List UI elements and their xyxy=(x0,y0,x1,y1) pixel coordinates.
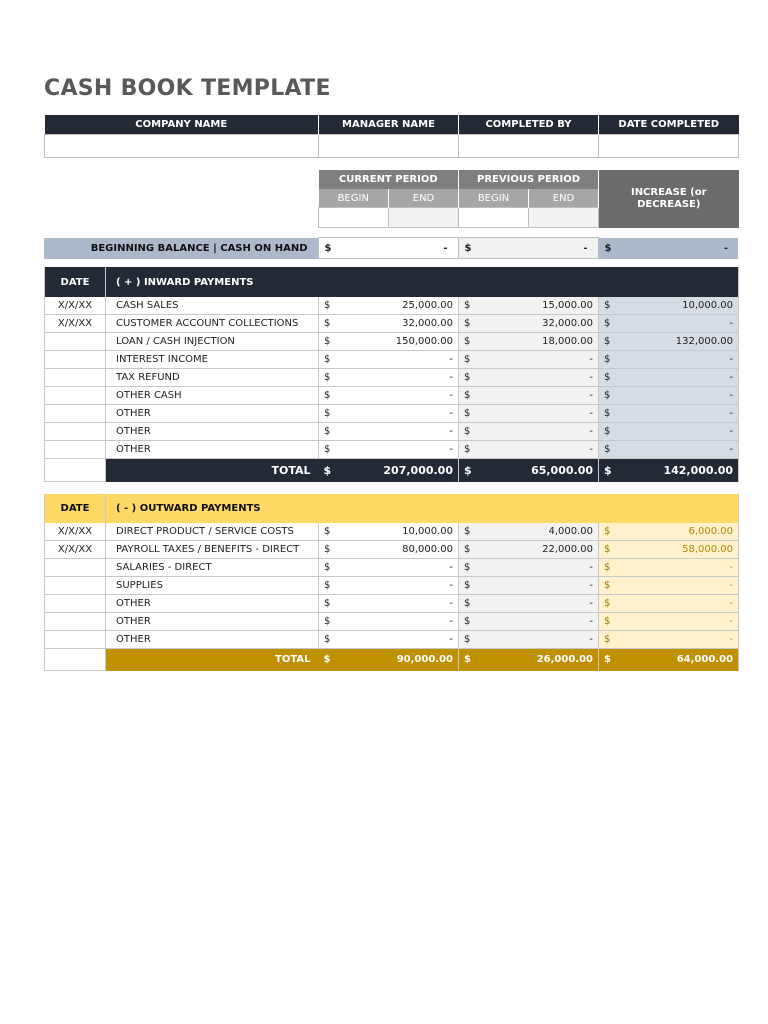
completed-by-header: COMPLETED BY xyxy=(459,115,599,135)
amount-value: - xyxy=(449,634,453,645)
current-period-cell[interactable] xyxy=(319,523,459,541)
amount-value: 15,000.00 xyxy=(542,300,593,311)
date-completed-header: DATE COMPLETED xyxy=(599,115,739,135)
description-cell[interactable]: SALARIES - DIRECT xyxy=(106,559,319,577)
amount-value: - xyxy=(449,372,453,383)
currency-symbol: $ xyxy=(604,300,611,311)
previous-end-cell[interactable] xyxy=(529,208,599,228)
description-cell[interactable]: OTHER xyxy=(106,423,319,441)
currency-symbol: $ xyxy=(464,354,471,365)
previous-period-cell[interactable] xyxy=(459,297,599,315)
amount-value: - xyxy=(449,616,453,627)
company-name-header: COMPANY NAME xyxy=(45,115,319,135)
currency-symbol: $ xyxy=(324,580,331,591)
amount-value: - xyxy=(589,408,593,419)
date-cell[interactable] xyxy=(45,333,106,351)
current-period-cell[interactable] xyxy=(319,441,459,459)
current-period-cell[interactable] xyxy=(319,541,459,559)
amount-value: - xyxy=(729,426,734,437)
currency-symbol: $ xyxy=(604,526,611,537)
amount-value: - xyxy=(589,354,593,365)
currency-symbol: $ xyxy=(464,390,471,401)
currency-symbol: $ xyxy=(324,526,331,537)
date-cell[interactable] xyxy=(45,387,106,405)
currency-symbol: $ xyxy=(464,526,471,537)
increase-cell[interactable] xyxy=(599,423,739,441)
inward-payments-table xyxy=(44,267,739,482)
previous-period-cell[interactable] xyxy=(459,351,599,369)
current-period-cell[interactable] xyxy=(319,387,459,405)
currency-symbol: $ xyxy=(604,463,612,477)
currency-symbol: $ xyxy=(324,372,331,383)
previous-period-cell[interactable] xyxy=(459,423,599,441)
current-period-cell[interactable] xyxy=(319,405,459,423)
page-title: CASH BOOK TEMPLATE xyxy=(44,76,331,101)
previous-period-cell[interactable] xyxy=(459,523,599,541)
currency-symbol: $ xyxy=(604,354,611,365)
increase-cell[interactable] xyxy=(599,441,739,459)
total-row xyxy=(45,459,739,482)
amount-value: 64,000.00 xyxy=(676,654,734,666)
description-cell[interactable]: OTHER CASH xyxy=(106,387,319,405)
currency-symbol: $ xyxy=(464,616,471,627)
amount-value: 6,000.00 xyxy=(688,526,734,537)
currency-symbol: $ xyxy=(324,354,331,365)
description-cell[interactable]: OTHER xyxy=(106,631,319,649)
currency-symbol: $ xyxy=(324,300,331,311)
previous-period-cell[interactable] xyxy=(459,387,599,405)
description-cell[interactable]: SUPPLIES xyxy=(106,577,319,595)
currency-symbol: $ xyxy=(464,463,472,477)
date-cell[interactable] xyxy=(45,351,106,369)
currency-symbol: $ xyxy=(604,634,611,645)
amount-value: 25,000.00 xyxy=(402,300,453,311)
date-cell[interactable] xyxy=(45,423,106,441)
amount-value: - xyxy=(589,390,593,401)
beginning-balance-previous[interactable] xyxy=(458,238,598,259)
increase-cell[interactable] xyxy=(599,541,739,559)
previous-begin-cell[interactable] xyxy=(459,208,529,228)
amount-value: 207,000.00 xyxy=(383,463,453,477)
amount-value: - xyxy=(729,616,734,627)
beginning-balance-increase xyxy=(598,238,738,259)
total-increase[interactable] xyxy=(599,649,739,671)
table-row xyxy=(45,595,739,613)
date-cell[interactable] xyxy=(45,559,106,577)
balance-value: - xyxy=(723,242,728,254)
total-label: TOTAL xyxy=(106,459,319,482)
increase-cell[interactable] xyxy=(599,297,739,315)
total-label: TOTAL xyxy=(106,649,319,671)
date-cell[interactable]: X/X/XX xyxy=(45,297,106,315)
amount-value: - xyxy=(729,598,734,609)
amount-value: - xyxy=(449,598,453,609)
amount-value: - xyxy=(729,354,734,365)
amount-value: - xyxy=(589,616,593,627)
current-period-cell[interactable] xyxy=(319,297,459,315)
description-cell[interactable]: TAX REFUND xyxy=(106,369,319,387)
amount-value: 10,000.00 xyxy=(402,526,453,537)
increase-cell[interactable] xyxy=(599,523,739,541)
amount-value: - xyxy=(729,580,734,591)
currency-symbol: $ xyxy=(604,336,611,347)
increase-header: INCREASE (or DECREASE) xyxy=(599,170,739,228)
table-row xyxy=(45,559,739,577)
amount-value: 132,000.00 xyxy=(675,336,734,347)
increase-cell[interactable] xyxy=(599,387,739,405)
currency-symbol: $ xyxy=(464,426,471,437)
amount-value: - xyxy=(449,408,453,419)
currency-symbol: $ xyxy=(324,336,331,347)
previous-begin-label: BEGIN xyxy=(459,189,529,208)
amount-value: 90,000.00 xyxy=(396,654,453,666)
previous-end-label: END xyxy=(529,189,599,208)
currency-symbol: $ xyxy=(464,654,471,666)
current-period-cell[interactable] xyxy=(319,333,459,351)
current-period-cell[interactable] xyxy=(319,559,459,577)
table-row xyxy=(45,523,739,541)
current-end-label: END xyxy=(389,189,459,208)
balance-value: - xyxy=(583,242,588,254)
previous-period-cell[interactable] xyxy=(459,333,599,351)
date-completed-cell[interactable] xyxy=(599,135,739,158)
currency-symbol: $ xyxy=(324,444,331,455)
amount-value: - xyxy=(449,562,453,573)
balance-value: - xyxy=(443,242,448,254)
amount-value: 26,000.00 xyxy=(536,654,593,666)
amount-value: - xyxy=(449,390,453,401)
currency-symbol: $ xyxy=(464,318,471,329)
currency-symbol: $ xyxy=(323,463,332,477)
currency-symbol: $ xyxy=(604,544,611,555)
table-row xyxy=(45,441,739,459)
currency-symbol: $ xyxy=(324,598,331,609)
date-cell[interactable] xyxy=(45,577,106,595)
increase-cell[interactable] xyxy=(599,315,739,333)
amount-value: - xyxy=(449,426,453,437)
currency-symbol: $ xyxy=(604,598,611,609)
increase-cell[interactable] xyxy=(599,613,739,631)
currency-symbol: $ xyxy=(464,300,471,311)
beginning-balance-label: BEGINNING BALANCE | CASH ON HAND xyxy=(44,238,318,259)
amount-value: - xyxy=(729,318,734,329)
currency-symbol: $ xyxy=(604,408,611,419)
table-row xyxy=(45,297,739,315)
description-cell[interactable]: OTHER xyxy=(106,613,319,631)
previous-period-cell[interactable] xyxy=(459,441,599,459)
outward-payments-table xyxy=(44,494,739,671)
completed-by-cell[interactable] xyxy=(459,135,599,158)
currency-symbol: $ xyxy=(324,634,331,645)
currency-symbol: $ xyxy=(464,562,471,573)
table-row xyxy=(45,577,739,595)
current-end-cell[interactable] xyxy=(389,208,459,228)
amount-value: - xyxy=(729,390,734,401)
amount-value: 18,000.00 xyxy=(542,336,593,347)
previous-period-cell[interactable] xyxy=(459,541,599,559)
currency-symbol: $ xyxy=(324,544,331,555)
date-cell[interactable] xyxy=(45,369,106,387)
previous-period-cell[interactable] xyxy=(459,405,599,423)
currency-symbol: $ xyxy=(604,580,611,591)
amount-value: - xyxy=(589,426,593,437)
amount-value: - xyxy=(449,444,453,455)
previous-period-cell[interactable] xyxy=(459,631,599,649)
amount-value: - xyxy=(589,444,593,455)
currency-symbol: $ xyxy=(464,544,471,555)
increase-cell[interactable] xyxy=(599,631,739,649)
increase-cell[interactable] xyxy=(599,559,739,577)
beginning-balance-current[interactable] xyxy=(318,238,458,259)
manager-name-header: MANAGER NAME xyxy=(319,115,459,135)
inward-date-header: DATE xyxy=(45,267,106,297)
table-row xyxy=(45,333,739,351)
currency-symbol: $ xyxy=(464,580,471,591)
date-cell[interactable]: X/X/XX xyxy=(45,541,106,559)
table-row xyxy=(45,613,739,631)
table-row xyxy=(45,351,739,369)
amount-value: 80,000.00 xyxy=(402,544,453,555)
previous-period-cell[interactable] xyxy=(459,577,599,595)
table-row xyxy=(45,631,739,649)
description-cell[interactable]: CASH SALES xyxy=(106,297,319,315)
total-current[interactable] xyxy=(319,459,459,482)
currency-symbol: $ xyxy=(324,562,331,573)
amount-value: - xyxy=(589,580,593,591)
current-period-header: CURRENT PERIOD xyxy=(319,170,459,189)
previous-period-cell[interactable] xyxy=(459,315,599,333)
beginning-balance-row xyxy=(44,237,738,259)
amount-value: - xyxy=(449,354,453,365)
amount-value: - xyxy=(589,372,593,383)
currency-symbol: $ xyxy=(604,390,611,401)
amount-value: - xyxy=(729,444,734,455)
amount-value: - xyxy=(729,634,734,645)
previous-period-header: PREVIOUS PERIOD xyxy=(459,170,599,189)
amount-value: - xyxy=(589,598,593,609)
increase-cell[interactable] xyxy=(599,333,739,351)
outward-date-header: DATE xyxy=(45,494,106,523)
date-cell[interactable] xyxy=(45,595,106,613)
description-cell[interactable]: OTHER xyxy=(106,595,319,613)
company-name-cell[interactable] xyxy=(45,135,319,158)
current-period-cell[interactable] xyxy=(319,423,459,441)
amount-value: 142,000.00 xyxy=(663,463,734,477)
total-previous[interactable] xyxy=(459,649,599,671)
currency-symbol: $ xyxy=(464,242,472,254)
currency-symbol: $ xyxy=(464,372,471,383)
currency-symbol: $ xyxy=(464,408,471,419)
currency-symbol: $ xyxy=(324,390,331,401)
table-row xyxy=(45,423,739,441)
header-info-table xyxy=(44,115,739,158)
currency-symbol: $ xyxy=(604,242,612,254)
table-row xyxy=(45,405,739,423)
currency-symbol: $ xyxy=(604,562,611,573)
currency-symbol: $ xyxy=(324,426,331,437)
table-row xyxy=(45,315,739,333)
currency-symbol: $ xyxy=(604,616,611,627)
period-table xyxy=(318,170,739,228)
currency-symbol: $ xyxy=(464,444,471,455)
amount-value: 4,000.00 xyxy=(548,526,593,537)
total-current[interactable] xyxy=(319,649,459,671)
amount-value: - xyxy=(449,580,453,591)
current-period-cell[interactable] xyxy=(319,631,459,649)
amount-value: 58,000.00 xyxy=(682,544,734,555)
currency-symbol: $ xyxy=(324,242,332,254)
currency-symbol: $ xyxy=(323,654,331,666)
currency-symbol: $ xyxy=(324,616,331,627)
table-row xyxy=(45,541,739,559)
amount-value: 22,000.00 xyxy=(542,544,593,555)
description-cell[interactable]: OTHER xyxy=(106,441,319,459)
increase-cell[interactable] xyxy=(599,595,739,613)
current-period-cell[interactable] xyxy=(319,577,459,595)
current-period-cell[interactable] xyxy=(319,351,459,369)
currency-symbol: $ xyxy=(324,318,331,329)
table-row xyxy=(45,369,739,387)
amount-value: 32,000.00 xyxy=(542,318,593,329)
description-cell[interactable]: DIRECT PRODUCT / SERVICE COSTS xyxy=(106,523,319,541)
total-row xyxy=(45,649,739,671)
current-period-cell[interactable] xyxy=(319,369,459,387)
amount-value: 150,000.00 xyxy=(395,336,453,347)
description-cell[interactable]: PAYROLL TAXES / BENEFITS - DIRECT xyxy=(106,541,319,559)
previous-period-cell[interactable] xyxy=(459,369,599,387)
date-cell[interactable] xyxy=(45,441,106,459)
total-previous[interactable] xyxy=(459,459,599,482)
currency-symbol: $ xyxy=(604,654,611,666)
previous-period-cell[interactable] xyxy=(459,559,599,577)
description-cell[interactable]: CUSTOMER ACCOUNT COLLECTIONS xyxy=(106,315,319,333)
table-row xyxy=(45,387,739,405)
amount-value: - xyxy=(589,634,593,645)
increase-cell[interactable] xyxy=(599,351,739,369)
currency-symbol: $ xyxy=(604,426,611,437)
description-cell[interactable]: OTHER xyxy=(106,405,319,423)
date-cell[interactable]: X/X/XX xyxy=(45,523,106,541)
date-cell[interactable]: X/X/XX xyxy=(45,315,106,333)
currency-symbol: $ xyxy=(464,336,471,347)
date-cell[interactable] xyxy=(45,613,106,631)
current-period-cell[interactable] xyxy=(319,315,459,333)
currency-symbol: $ xyxy=(464,634,471,645)
description-cell[interactable]: INTEREST INCOME xyxy=(106,351,319,369)
manager-name-cell[interactable] xyxy=(319,135,459,158)
total-date-cell xyxy=(45,649,106,671)
current-begin-cell[interactable] xyxy=(319,208,389,228)
current-period-cell[interactable] xyxy=(319,595,459,613)
currency-symbol: $ xyxy=(464,598,471,609)
total-date-cell xyxy=(45,459,106,482)
currency-symbol: $ xyxy=(604,318,611,329)
previous-period-cell[interactable] xyxy=(459,595,599,613)
amount-value: - xyxy=(729,562,734,573)
amount-value: 10,000.00 xyxy=(682,300,734,311)
currency-symbol: $ xyxy=(324,408,331,419)
current-begin-label: BEGIN xyxy=(319,189,389,208)
increase-cell[interactable] xyxy=(599,369,739,387)
amount-value: - xyxy=(729,372,734,383)
amount-value: - xyxy=(729,408,734,419)
amount-value: - xyxy=(589,562,593,573)
outward-section-title: ( - ) OUTWARD PAYMENTS xyxy=(106,494,739,523)
inward-section-title: ( + ) INWARD PAYMENTS xyxy=(106,267,739,297)
amount-value: 65,000.00 xyxy=(531,463,593,477)
increase-cell[interactable] xyxy=(599,577,739,595)
currency-symbol: $ xyxy=(604,444,611,455)
increase-cell[interactable] xyxy=(599,405,739,423)
currency-symbol: $ xyxy=(604,372,611,383)
total-increase[interactable] xyxy=(599,459,739,482)
previous-period-cell[interactable] xyxy=(459,613,599,631)
date-cell[interactable] xyxy=(45,405,106,423)
current-period-cell[interactable] xyxy=(319,613,459,631)
description-cell[interactable]: LOAN / CASH INJECTION xyxy=(106,333,319,351)
amount-value: 32,000.00 xyxy=(402,318,453,329)
date-cell[interactable] xyxy=(45,631,106,649)
